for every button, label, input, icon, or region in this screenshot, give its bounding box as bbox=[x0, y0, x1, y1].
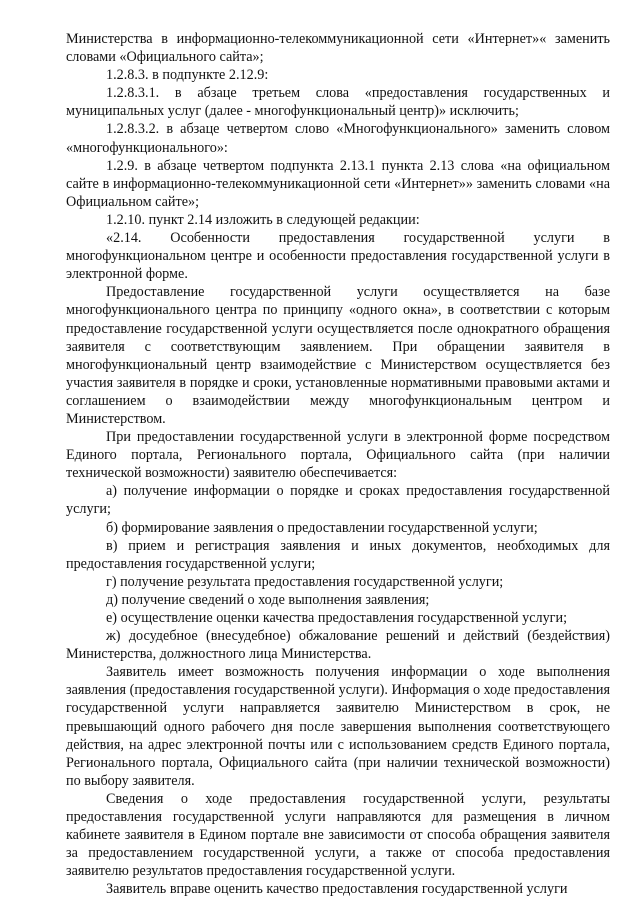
paragraph: 1.2.8.3. в подпункте 2.12.9: bbox=[106, 67, 269, 84]
list-item: д) получение сведений о ходе выполнения заявления; bbox=[106, 591, 430, 608]
paragraph: 1.2.9. в абзаце четвертом подпункта 2.13.1 пункта 2.13 слова «на официальном сайте в информационно-телекоммуникационной сети «Интернет»» заменить словами «на Официальном сайте»; bbox=[66, 157, 610, 210]
paragraph: Министерства в информационно-телекоммуникационной сети «Интернет»« заменить словами «Официального сайта»; bbox=[66, 31, 610, 66]
list-item: ж) досудебное (внесудебное) обжалование решений и действий (бездействия) Министерства, должностного лица Министерства. bbox=[66, 628, 610, 663]
paragraph: Заявитель вправе оценить качество предоставления государственной услуги bbox=[106, 881, 568, 898]
paragraph: Заявитель имеет возможность получения информации о ходе выполнения заявления (предоставления государственной услуги). Информация о ходе предоставления государственной услуги направляется заявителю Министерством в срок, не превышающий одного рабочего дня после завершения выполнения соответствующего действия, на адрес электронной почты или с использованием средств Единого портала, Регионального портала, Официального сайта (при наличии технической возможности) по выбору заявителя. bbox=[66, 664, 610, 789]
paragraph: 1.2.10. пункт 2.14 изложить в следующей редакции: bbox=[106, 211, 420, 228]
paragraph: Сведения о ходе предоставления государственной услуги, результаты предоставления государственной услуги направляются для размещения в личном кабинете заявителя в Едином портале вне зависимости от способа обращения заявителя за предоставлением государственной услуги, а также от способа предоставления заявителю результатов предоставления государственной услуги. bbox=[66, 790, 610, 880]
list-item: б) формирование заявления о предоставлении государственной услуги; bbox=[106, 519, 538, 536]
paragraph: 1.2.8.3.2. в абзаце четвертом слово «Многофункционального» заменить словом «многофункционального»: bbox=[66, 121, 610, 156]
list-item: е) осуществление оценки качества предоставления государственной услуги; bbox=[106, 610, 568, 626]
list-item: а) получение информации о порядке и сроках предоставления государственной услуги; bbox=[66, 483, 610, 518]
paragraph: «2.14. Особенности предоставления государственной услуги в многофункциональном центре и особенности предоставления государственной услуги в электронной форме. bbox=[66, 230, 610, 283]
paragraph: При предоставлении государственной услуги в электронной форме посредством Единого портала, Регионального портала, Официального сайта (при наличии технической возможности) заявителю обеспечивается: bbox=[66, 429, 610, 482]
paragraph: Предоставление государственной услуги осуществляется на базе многофункционального центра по принципу «одного окна», в соответствии с которым предоставление государственной услуги осуществляется после однократного обращения заявителя с соответствующим заявлением. При обращении заявителя в многофункциональный центр взаимодействие с Министерством осуществляется без участия заявителя в порядке и сроки, установленные нормативными правовыми актами и соглашением о взаимодействии между многофункциональным центром и Министерством. bbox=[66, 284, 610, 427]
list-item: в) прием и регистрация заявления и иных документов, необходимых для предоставления государственной услуги; bbox=[66, 537, 610, 572]
list-item: г) получение результата предоставления государственной услуги; bbox=[106, 573, 504, 590]
paragraph: 1.2.8.3.1. в абзаце третьем слова «предоставления государственных и муниципальных услуг (далее - многофункциональный центр)» исключить; bbox=[66, 85, 610, 120]
